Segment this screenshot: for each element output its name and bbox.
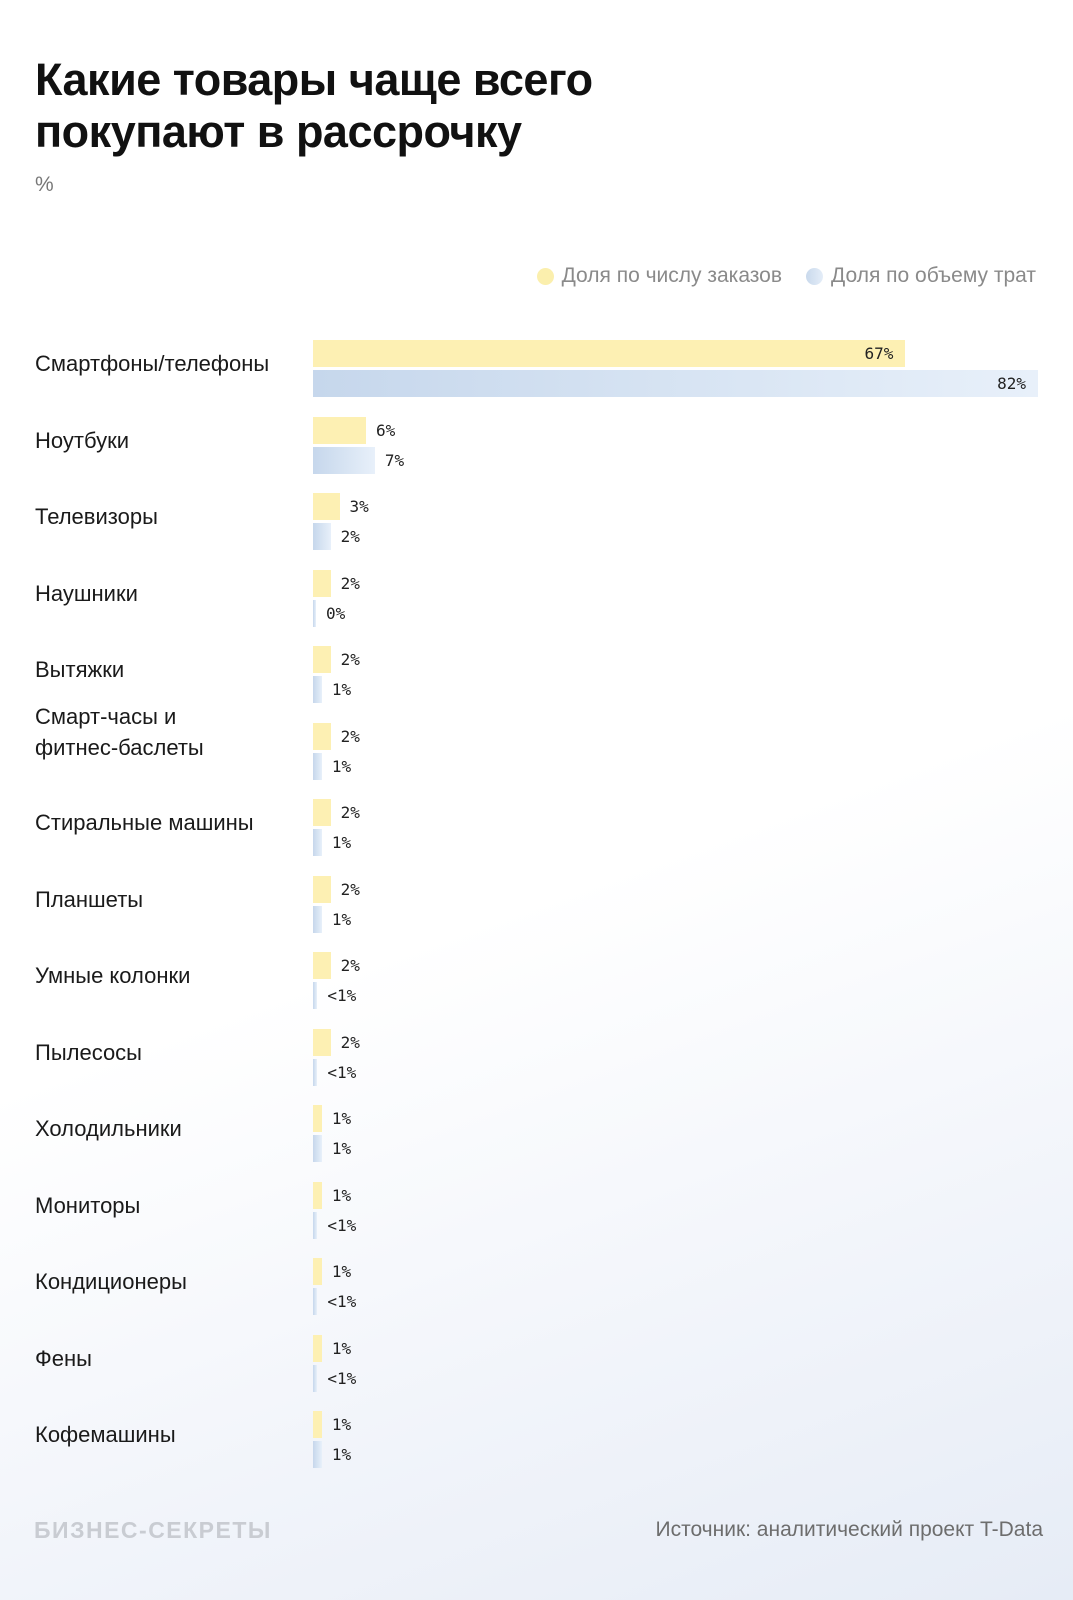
chart-row — [0, 1258, 1073, 1330]
data-label-orders: 2% — [340, 879, 360, 899]
bar-spend — [313, 829, 322, 856]
data-label-spend: <1% — [327, 986, 357, 1005]
data-label-orders: 1% — [331, 1338, 352, 1358]
category-label: Смартфоны/телефоны — [35, 351, 270, 376]
source-note: Источник: аналитический проект T-Data — [655, 1518, 1043, 1541]
category-label: Кофемашины — [35, 1422, 176, 1447]
data-label-spend: 1% — [331, 1139, 352, 1158]
chart-row — [0, 417, 1073, 489]
category-label: Кондиционеры — [35, 1269, 187, 1294]
data-label-spend: 1% — [331, 680, 352, 699]
data-label-spend: 1% — [331, 833, 352, 852]
category-label: Наушники — [35, 580, 138, 606]
legend-label-spend: Доля по объему трат — [831, 264, 1036, 287]
chart-row — [0, 799, 1073, 871]
chart-row — [0, 703, 1073, 795]
chart-row — [0, 493, 1073, 565]
chart-row — [0, 952, 1073, 1024]
data-label-orders: 2% — [340, 803, 360, 822]
chart-row — [0, 570, 1073, 642]
bar-spend — [313, 753, 322, 780]
data-label-spend: 82% — [997, 374, 1026, 393]
bar-orders — [313, 723, 331, 750]
data-label-orders: 2% — [340, 573, 360, 593]
data-label-orders: 67% — [864, 344, 894, 363]
bar-orders — [313, 493, 340, 520]
legend-label-orders: Доля по числу заказов — [561, 264, 783, 287]
bar-orders — [313, 417, 366, 444]
category-label: Фены — [35, 1345, 92, 1371]
chart-title: Какие товары чаще всего покупают в рассрочку — [35, 54, 593, 157]
category-label: Ноутбуки — [35, 427, 129, 453]
bar-spend — [313, 370, 1038, 397]
data-label-orders: 2% — [340, 956, 360, 975]
data-label-spend: <1% — [327, 1062, 357, 1082]
bar-orders — [313, 646, 331, 673]
category-label: Вытяжки — [35, 657, 125, 682]
bar-spend — [313, 676, 322, 703]
chart-row — [0, 1411, 1073, 1483]
bar-spend — [313, 1212, 317, 1239]
chart-row — [0, 1029, 1073, 1101]
bar-orders — [313, 340, 905, 367]
bar-spend — [313, 906, 322, 933]
bar-spend — [313, 1365, 317, 1392]
data-label-spend: <1% — [327, 1215, 357, 1235]
bar-spend — [313, 523, 331, 550]
bar-spend — [313, 1135, 322, 1162]
bar-orders — [313, 1029, 331, 1056]
data-label-spend: <1% — [327, 1292, 357, 1311]
data-label-spend: 1% — [331, 909, 352, 929]
data-label-orders: 1% — [331, 1262, 352, 1281]
bar-spend — [313, 447, 375, 474]
data-label-orders: 6% — [376, 420, 396, 440]
data-label-spend: 2% — [340, 527, 360, 546]
data-label-spend: 1% — [331, 1445, 352, 1464]
bar-orders — [313, 1182, 322, 1209]
chart-row — [0, 1182, 1073, 1254]
category-label: Холодильники — [35, 1116, 182, 1141]
category-label: Пылесосы — [35, 1039, 142, 1065]
chart-unit: % — [35, 173, 54, 196]
chart-row — [0, 876, 1073, 948]
category-label: Стиральные машины — [35, 810, 254, 835]
data-label-orders: 2% — [340, 726, 360, 746]
data-label-orders: 1% — [331, 1415, 352, 1434]
bar-spend — [313, 600, 316, 627]
chart-row — [0, 340, 1073, 412]
bar-orders — [313, 799, 331, 826]
data-label-orders: 2% — [340, 650, 360, 669]
bar-orders — [313, 952, 331, 979]
data-label-spend: 7% — [384, 450, 405, 470]
category-label: Умные колонки — [35, 963, 191, 988]
bar-spend — [313, 1059, 317, 1086]
bar-orders — [313, 570, 331, 597]
data-label-spend: <1% — [327, 1368, 357, 1388]
bar-spend — [313, 1441, 322, 1468]
chart-row — [0, 1105, 1073, 1177]
bar-spend — [313, 1288, 317, 1315]
category-label: Планшеты — [35, 886, 144, 912]
bar-orders — [313, 1105, 322, 1132]
data-label-orders: 1% — [331, 1109, 352, 1128]
bar-orders — [313, 1411, 322, 1438]
category-label: Телевизоры — [35, 504, 158, 529]
bar-orders — [313, 876, 331, 903]
bar-orders — [313, 1258, 322, 1285]
data-label-orders: 3% — [349, 497, 369, 516]
data-label-spend: 1% — [331, 756, 352, 776]
category-label: Мониторы — [35, 1192, 141, 1218]
brand-logo: БИЗНЕС-СЕКРЕТЫ — [34, 1517, 272, 1543]
bar-orders — [313, 1335, 322, 1362]
data-label-spend: 0% — [326, 603, 346, 623]
chart-row — [0, 1335, 1073, 1407]
data-label-orders: 2% — [340, 1032, 360, 1052]
data-label-orders: 1% — [331, 1185, 352, 1205]
category-label: Смарт-часы и фитнес-баслеты — [35, 703, 204, 760]
bar-spend — [313, 982, 317, 1009]
